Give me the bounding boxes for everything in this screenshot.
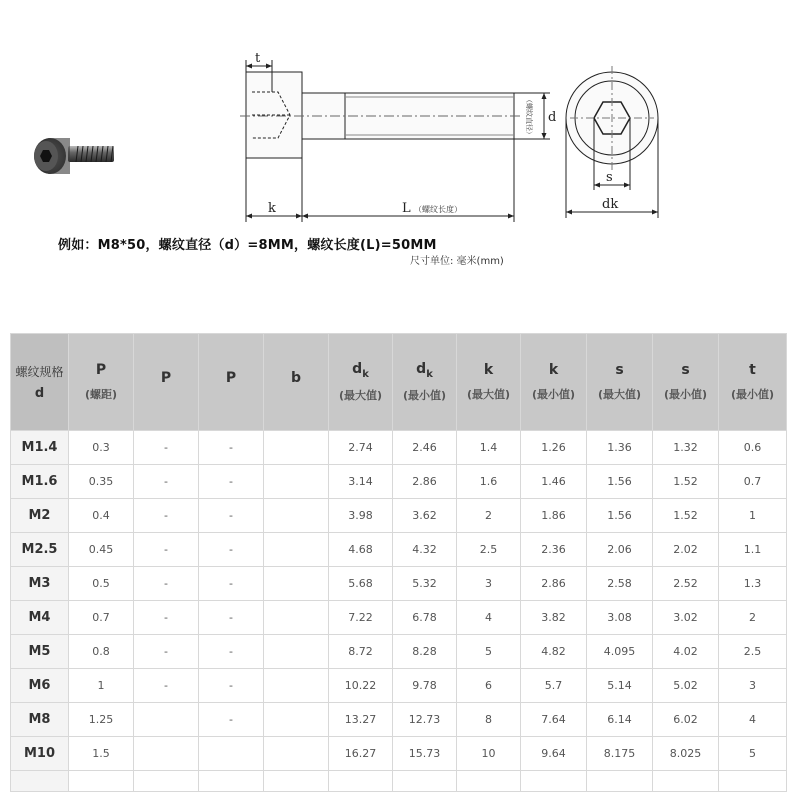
- table-cell: -: [134, 567, 199, 601]
- column-header-label: P: [95, 362, 107, 378]
- table-cell: [264, 635, 329, 669]
- table-cell: 1.56: [587, 499, 653, 533]
- column-header-6: [393, 334, 457, 431]
- table-cell: [264, 737, 329, 771]
- column-header-2: [134, 334, 199, 431]
- table-cell: 1.56: [587, 465, 653, 499]
- table-cell: 6.14: [587, 703, 653, 737]
- table-cell: -: [134, 431, 199, 465]
- table-cell: 3.98: [329, 499, 393, 533]
- column-header-7: [457, 334, 521, 431]
- column-header-sublabel: (最小值): [730, 388, 775, 401]
- table-cell: 6.02: [653, 703, 719, 737]
- table-row: [11, 635, 787, 669]
- table-row: [11, 465, 787, 499]
- table-cell: 12.73: [393, 703, 457, 737]
- table-cell: 2: [719, 601, 787, 635]
- column-header-sublabel: (最小值): [663, 388, 708, 401]
- table-cell: 4.68: [329, 533, 393, 567]
- table-row: [11, 703, 787, 737]
- table-row: [11, 499, 787, 533]
- table-cell: [457, 771, 521, 792]
- column-header-3: [199, 334, 264, 431]
- size-cell: M5: [11, 635, 69, 669]
- dimension-drawing: [0, 0, 800, 240]
- table-cell: [69, 771, 134, 792]
- table-cell: -: [134, 465, 199, 499]
- table-cell: -: [134, 635, 199, 669]
- table-cell: 2.86: [521, 567, 587, 601]
- column-header-8: [521, 334, 587, 431]
- table-cell: 7.22: [329, 601, 393, 635]
- table-cell: 0.45: [69, 533, 134, 567]
- table-cell: -: [199, 635, 264, 669]
- column-header-label: $d_k$: [416, 360, 433, 380]
- column-header-5: [329, 334, 393, 431]
- table-cell: [134, 703, 199, 737]
- table-cell: [653, 771, 719, 792]
- table-cell: 3.62: [393, 499, 457, 533]
- table-cell: [199, 737, 264, 771]
- table-cell: 2.52: [653, 567, 719, 601]
- table-cell: 2.74: [329, 431, 393, 465]
- table-cell: 2.86: [393, 465, 457, 499]
- column-header-sublabel: (螺距): [84, 388, 118, 401]
- table-cell: 7.64: [521, 703, 587, 737]
- table-cell: 5: [457, 635, 521, 669]
- table-cell: -: [199, 465, 264, 499]
- table-cell: 4.095: [587, 635, 653, 669]
- table-cell: 16.27: [329, 737, 393, 771]
- table-cell: 6.78: [393, 601, 457, 635]
- table-cell: 1.5: [69, 737, 134, 771]
- column-header-label: k: [483, 362, 494, 378]
- table-cell: -: [199, 533, 264, 567]
- unit-text: 尺寸单位: 毫米(mm): [410, 256, 504, 267]
- table-cell: [264, 431, 329, 465]
- table-cell: 1.6: [457, 465, 521, 499]
- table-cell: 8: [457, 703, 521, 737]
- column-header-sublabel: (最大值): [597, 388, 642, 401]
- table-cell: 4.82: [521, 635, 587, 669]
- column-header-label: P: [160, 370, 172, 386]
- table-cell: 3.02: [653, 601, 719, 635]
- column-header-sublabel: d: [34, 386, 45, 401]
- table-cell: 5.32: [393, 567, 457, 601]
- size-cell: M4: [11, 601, 69, 635]
- table-cell: 6: [457, 669, 521, 703]
- table-row: [11, 669, 787, 703]
- table-cell: 8.28: [393, 635, 457, 669]
- table-cell: 4: [719, 703, 787, 737]
- table-cell: 9.78: [393, 669, 457, 703]
- column-header-label: 螺纹规格: [15, 365, 64, 379]
- table-cell: 1.46: [521, 465, 587, 499]
- table-cell: 0.4: [69, 499, 134, 533]
- column-header-sublabel: (最大值): [466, 388, 511, 401]
- table-cell: 4.32: [393, 533, 457, 567]
- table-cell: 15.73: [393, 737, 457, 771]
- spec-table: [10, 333, 787, 792]
- table-row: [11, 567, 787, 601]
- table-row: [11, 737, 787, 771]
- table-cell: 4.02: [653, 635, 719, 669]
- table-cell: [393, 771, 457, 792]
- column-header-0: [11, 334, 69, 431]
- table-cell: [264, 669, 329, 703]
- column-header-11: [719, 334, 787, 431]
- table-cell: 9.64: [521, 737, 587, 771]
- table-cell: 2.36: [521, 533, 587, 567]
- column-header-sublabel: (最大值): [338, 389, 383, 403]
- table-cell: -: [134, 601, 199, 635]
- column-header-label: t: [749, 362, 756, 378]
- table-cell: [264, 465, 329, 499]
- table-cell: [264, 499, 329, 533]
- table-cell: 10: [457, 737, 521, 771]
- table-cell: 3.82: [521, 601, 587, 635]
- table-cell: 1.52: [653, 499, 719, 533]
- table-cell: 1.86: [521, 499, 587, 533]
- table-cell: 0.8: [69, 635, 134, 669]
- table-cell: [264, 567, 329, 601]
- table-cell: 2.5: [719, 635, 787, 669]
- column-header-label: P: [225, 370, 237, 386]
- table-cell: 5.7: [521, 669, 587, 703]
- column-header-sublabel: (最小值): [531, 388, 576, 401]
- size-cell: M6: [11, 669, 69, 703]
- table-cell: 8.72: [329, 635, 393, 669]
- table-cell: [329, 771, 393, 792]
- table-cell: -: [199, 703, 264, 737]
- table-cell: 8.175: [587, 737, 653, 771]
- size-cell: M2: [11, 499, 69, 533]
- table-cell: 0.5: [69, 567, 134, 601]
- table-cell: 2.46: [393, 431, 457, 465]
- table-cell: [11, 771, 69, 792]
- table-cell: 1.52: [653, 465, 719, 499]
- size-cell: M1.4: [11, 431, 69, 465]
- table-cell: -: [199, 601, 264, 635]
- table-cell: 10.22: [329, 669, 393, 703]
- table-cell: 2.58: [587, 567, 653, 601]
- table-cell: [199, 771, 264, 792]
- table-cell: -: [199, 431, 264, 465]
- size-cell: M3: [11, 567, 69, 601]
- table-cell: 0.7: [69, 601, 134, 635]
- table-cell: 5.68: [329, 567, 393, 601]
- table-cell: 1.1: [719, 533, 787, 567]
- table-cell: 1.32: [653, 431, 719, 465]
- table-cell: 2: [457, 499, 521, 533]
- table-cell: 1.26: [521, 431, 587, 465]
- table-cell: 0.35: [69, 465, 134, 499]
- label-dk: dk: [602, 197, 619, 212]
- label-d: d: [548, 110, 557, 125]
- table-cell: 3: [457, 567, 521, 601]
- label-s: s: [606, 170, 613, 185]
- table-cell: [264, 533, 329, 567]
- column-header-label: s: [615, 362, 624, 378]
- size-cell: M2.5: [11, 533, 69, 567]
- table-cell: 2.06: [587, 533, 653, 567]
- table-cell: 2.5: [457, 533, 521, 567]
- table-cell: 8.025: [653, 737, 719, 771]
- table-cell: 0.6: [719, 431, 787, 465]
- table-cell: -: [199, 669, 264, 703]
- table-row: [11, 533, 787, 567]
- label-k: k: [268, 201, 276, 216]
- column-header-1: [69, 334, 134, 431]
- example-text: 例如：M8*50，螺纹直径（d）=8MM，螺纹长度(L)=50MM: [58, 238, 437, 253]
- table-cell: -: [199, 567, 264, 601]
- table-cell: 1: [719, 499, 787, 533]
- table-cell: 3.14: [329, 465, 393, 499]
- column-header-label: s: [681, 362, 690, 378]
- size-cell: M8: [11, 703, 69, 737]
- size-cell: M10: [11, 737, 69, 771]
- table-cell: -: [134, 499, 199, 533]
- table-cell: [587, 771, 653, 792]
- label-L: L: [402, 201, 411, 216]
- table-cell: 1.25: [69, 703, 134, 737]
- table-cell: 5.14: [587, 669, 653, 703]
- label-L-note: （螺纹长度）: [414, 205, 462, 214]
- table-cell: [264, 601, 329, 635]
- table-cell: [134, 737, 199, 771]
- table-cell: 3.08: [587, 601, 653, 635]
- column-header-4: [264, 334, 329, 431]
- table-cell: 5: [719, 737, 787, 771]
- table-cell: -: [134, 669, 199, 703]
- label-d-note: （螺纹直径）: [525, 96, 533, 138]
- table-cell: 2.02: [653, 533, 719, 567]
- table-cell: 1.4: [457, 431, 521, 465]
- table-cell: 3: [719, 669, 787, 703]
- table-row: [11, 771, 787, 792]
- table-cell: 0.7: [719, 465, 787, 499]
- table-cell: [521, 771, 587, 792]
- column-header-sublabel: (最小值): [402, 389, 447, 403]
- product-diagram-area: [0, 0, 800, 320]
- table-cell: 1.3: [719, 567, 787, 601]
- table-cell: 1.36: [587, 431, 653, 465]
- table-row: [11, 601, 787, 635]
- column-header-label: $d_k$: [352, 360, 369, 380]
- table-cell: [264, 771, 329, 792]
- table-cell: -: [199, 499, 264, 533]
- table-cell: 5.02: [653, 669, 719, 703]
- column-header-label: k: [548, 362, 559, 378]
- table-cell: [134, 771, 199, 792]
- table-cell: 13.27: [329, 703, 393, 737]
- column-header-label: b: [290, 370, 302, 386]
- table-row: [11, 431, 787, 465]
- table-cell: -: [134, 533, 199, 567]
- column-header-9: [587, 334, 653, 431]
- table-cell: [719, 771, 787, 792]
- size-cell: M1.6: [11, 465, 69, 499]
- table-cell: 1: [69, 669, 134, 703]
- column-header-10: [653, 334, 719, 431]
- table-cell: 0.3: [69, 431, 134, 465]
- table-cell: 4: [457, 601, 521, 635]
- table-header-row: [11, 334, 787, 431]
- table-cell: [264, 703, 329, 737]
- label-t: t: [255, 51, 261, 66]
